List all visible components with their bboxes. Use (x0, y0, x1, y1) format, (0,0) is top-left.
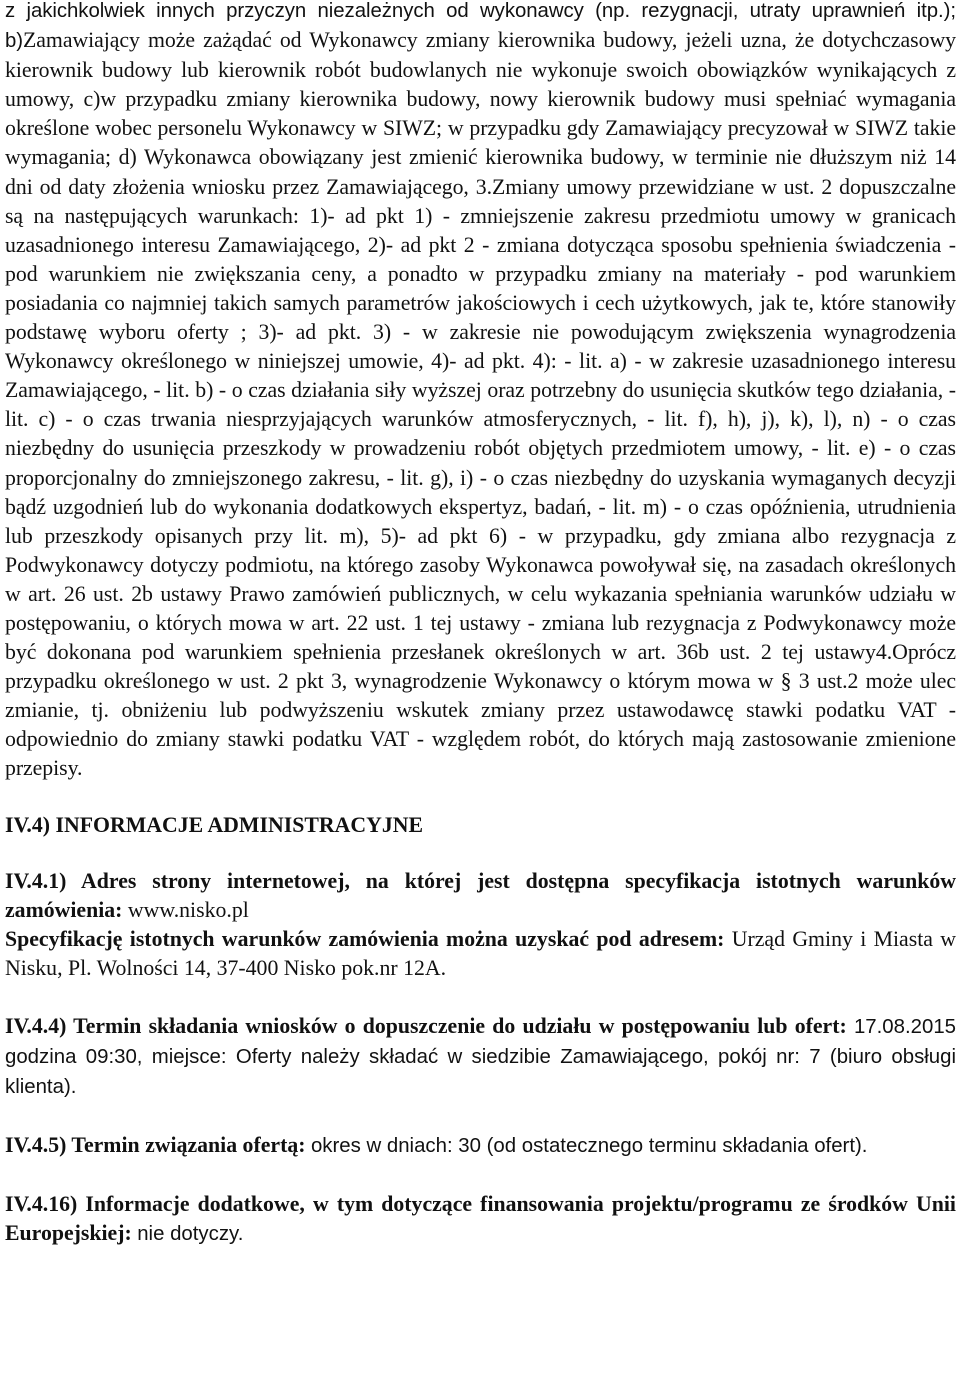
item-4-1 (5, 867, 956, 983)
item-4-16 (5, 1190, 956, 1249)
item-4-16-value: nie dotyczy. (137, 1222, 244, 1245)
item-4-1-label2: Specyfikację istotnych warunków zamówienia można uzyskać pod adresem: (5, 926, 725, 951)
item-4-5 (5, 1131, 956, 1161)
paragraph-segment-serif-2: 2 dopuszczalne są na następujących warunkach: 1)- ad pkt 1) - zmniejszenie zakresu przedmiotu umowy w granicach uzasadnionego interesu Zamawiającego, 2)- ad pkt 2 - zmiana dotycząca sposobu spełnienia świadczenia - pod warunkiem nie zwiększania ceny, a ponadto w przypadku zmiany na materiały - pod warunkiem posiadania co najmniej takich samych parametrów jakościowych i cech użytkowych, jak te, które stanowiły podstawę wyboru oferty ; 3)- ad pkt. 3) - w zakresie nie powodującym zwiększenia wynagrodzenia Wykonawcy określonego w niniejszej umowie, 4)- ad pkt. 4): - lit. a) - w zakresie uzasadnionego interesu Zamawiającego, - lit. b) - o czas działania siły wyższej oraz potrzebny do usunięcia skutków tego działania, - lit. c) - o czas trwania niesprzyjających warunków atmosferycznych, - lit. f), h), j), k), l), n) - o czas niezbędny do usunięcia przeszkody w prowadzeniu robót objętych przedmiotem umowy, - lit. e) - o czas proporcjonalny do zmniejszonego zakresu, - lit. g), i) - o czas niezbędny do uzyskania wymaganych decyzji bądź uzgodnień lub do wykonania dodatkowych ekspertyz, badań, - lit. m) - o czas opóźnienia, utrudnienia lub przeszkody opisanych przy lit. m), 5)- ad pkt 6) - w przypadku, gdy zmiana albo rezygnacja z Podwykonawcy dotyczy podmiotu, na którego zasoby Wykonawca powoływał się, na zasadach określonych w art. 26 ust. 2b ustawy Prawo zamówień publicznych, w celu wykazania spełniania warunków udziału w postępowaniu, o których mowa w art. 22 ust. 1 tej ustawy - zmiana lub rezygnacja z Podwykonawcy może być dokonana pod warunkiem spełnienia przesłanek określonych w art. 36b ust. 2 tej ustawy4.Oprócz przypadku określonego w ust. 2 pkt 3, wynagrodzenie Wykonawcy o którym mowa w § 3 ust.2 może ulec zmianie, tj. obniżeniu lub podwyższeniu wskutek zmiany przez ustawodawcę stawki podatku VAT - odpowiednio do zmiany stawki podatku VAT - względem robót, do których mają zastosowanie zmienione przepisy. (5, 174, 956, 781)
item-4-5-label: IV.4.5) Termin związania ofertą: (5, 1132, 306, 1157)
item-4-1-url: www.nisko.pl (127, 897, 249, 922)
paragraph-segment-sans: z jakichkolwiek innych przyczyn niezależnych od wykonawcy (np. rezygnacji, utraty uprawnień itp.); b) (5, 0, 956, 53)
paragraph-segment-serif: Zamawiający może zażądać od Wykonawcy zmiany kierownika budowy, jeżeli uzna, że dotychczasowy kierownik budowy lub kierownik robót budowlanych nie wykonuje swoich obowiązków wynikających z umowy, c)w przypadku zmiany kierownika budowy, nowy kierownik budowy musi spełniać wymagania określone wobec personelu Wykonawcy w SIWZ; w przypadku gdy Zamawiający precyzował w SIWZ takie wymagania; d) Wykonawca obowiązany jest zmienić kierownika budowy, w terminie nie dłuższym niż 14 dni od daty złożenia wniosku przez Zamawiającego, 3.Zmiany umowy przewidziane w ust. (5, 28, 956, 199)
item-4-4-label: IV.4.4) Termin składania wniosków o dopuszczenie do udziału w postępowaniu lub ofert: (5, 1013, 847, 1038)
item-4-5-value: okres w dniach: 30 (od ostatecznego terminu składania ofert). (310, 1134, 868, 1157)
item-4-4-value: 17.08.2015 godzina 09:30, miejsce: Oferty należy składać w siedzibie Zamawiającego, pokój nr: 7 (biuro obsługi klienta). (5, 1015, 957, 1098)
item-4-16-label: IV.4.16) Informacje dodatkowe, w tym dotyczące finansowania projektu/programu ze środków Unii Europejskiej: (5, 1191, 956, 1245)
item-4-4 (5, 1012, 956, 1102)
item-4-1-address: Urząd Gminy i Miasta w Nisku, Pl. Wolności 14, 37-400 Nisko pok.nr 12A. (5, 926, 956, 980)
document-page (5, 0, 956, 1249)
section-heading: IV.4) INFORMACJE ADMINISTRACYJNE (5, 812, 424, 837)
item-4-1-label: IV.4.1) Adres strony internetowej, na której jest dostępna specyfikacja istotnych warunków zamówienia: (5, 868, 956, 922)
contract-changes-paragraph (5, 0, 956, 784)
